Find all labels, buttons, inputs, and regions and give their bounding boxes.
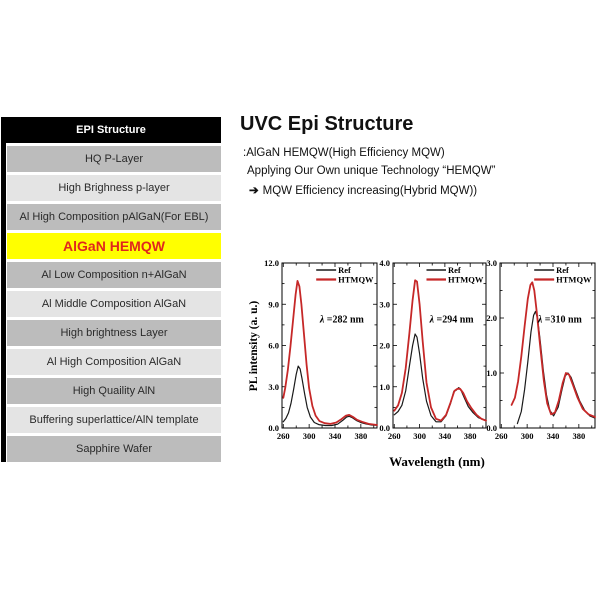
y-tick-label: 6.0 (268, 340, 279, 351)
epi-layer-row: Sapphire Wafer (7, 436, 221, 462)
y-tick-label: 9.0 (268, 299, 279, 310)
epi-layer-row: AlGaN HEMQW (7, 233, 221, 259)
x-tick-label: 340 (546, 431, 560, 441)
y-tick-label: 12.0 (264, 258, 279, 268)
x-tick-label: 300 (302, 431, 316, 441)
x-tick-label: 380 (572, 431, 586, 441)
pl-chart-310nm (473, 252, 600, 454)
y-tick-label: 3.0 (486, 258, 497, 268)
x-tick-label: 260 (387, 431, 401, 441)
epi-layer-row: HQ P-Layer (7, 146, 221, 172)
y-tick-label: 0.0 (268, 423, 279, 433)
series-ref (283, 366, 377, 425)
bullet-line-3-text: MQW Efficiency increasing(Hybrid MQW)) (262, 185, 478, 197)
x-tick-label: 260 (494, 431, 508, 441)
page-title: UVC Epi Structure (240, 113, 414, 135)
y-tick-label: 2.0 (486, 313, 497, 323)
wavelength-annotation: λ =282 nm (319, 314, 364, 326)
legend-label-ref: Ref (556, 265, 569, 275)
x-tick-label: 380 (354, 431, 368, 441)
y-tick-label: 1.0 (486, 368, 497, 378)
y-tick-label: 4.0 (379, 258, 390, 268)
x-axis-title: Wavelength (nm) (389, 454, 485, 469)
y-tick-label: 2.0 (379, 340, 390, 351)
epi-layer-row: Buffering superlattice/AlN template (7, 407, 221, 433)
arrow-bullet-icon: ➔ (249, 185, 259, 197)
legend-label-htmqw: HTMQW (338, 274, 374, 285)
x-tick-label: 380 (463, 431, 477, 441)
epi-table-left-border (1, 117, 6, 462)
legend-label-ref: Ref (338, 265, 351, 275)
y-tick-label: 3.0 (379, 299, 390, 310)
y-tick-label: 0.0 (486, 423, 497, 433)
y-tick-label: 1.0 (379, 381, 390, 392)
y-tick-label: 0.0 (379, 423, 390, 433)
x-tick-label: 340 (438, 431, 452, 441)
epi-layer-row: High Brighness p-layer (7, 175, 221, 201)
legend-label-htmqw: HTMQW (556, 274, 592, 285)
pl-chart-282nm (240, 252, 386, 454)
series-htmqw (283, 281, 377, 425)
x-tick-label: 260 (276, 431, 290, 441)
epi-layer-row: Al Low Composition n+AlGaN (7, 262, 221, 288)
wavelength-annotation: λ =310 nm (537, 314, 582, 326)
legend-label-ref: Ref (448, 265, 461, 275)
epi-layer-row: Al High Composition pAlGaN(For EBL) (7, 204, 221, 230)
epi-layer-row: High Quaility AlN (7, 378, 221, 404)
epi-table-header: EPI Structure (1, 117, 221, 143)
x-tick-label: 340 (328, 431, 342, 441)
legend-label-htmqw: HTMQW (448, 274, 484, 285)
bullet-line-3 (249, 183, 477, 197)
x-tick-label: 300 (413, 431, 426, 441)
wavelength-annotation: λ =294 nm (429, 314, 474, 326)
bullet-line-2: Applying Our Own unique Technology “HEMQW” (247, 165, 496, 177)
y-tick-label: 3.0 (268, 381, 279, 392)
epi-layer-row: Al Middle Composition AlGaN (7, 291, 221, 317)
bullet-line-1: :AlGaN HEMQW(High Efficiency MQW) (243, 147, 445, 159)
epi-layer-row: Al High Composition AlGaN (7, 349, 221, 375)
x-tick-label: 300 (520, 431, 534, 441)
y-axis-title: PL intensity (a. u.) (248, 300, 260, 392)
epi-layer-row: High brightness Layer (7, 320, 221, 346)
